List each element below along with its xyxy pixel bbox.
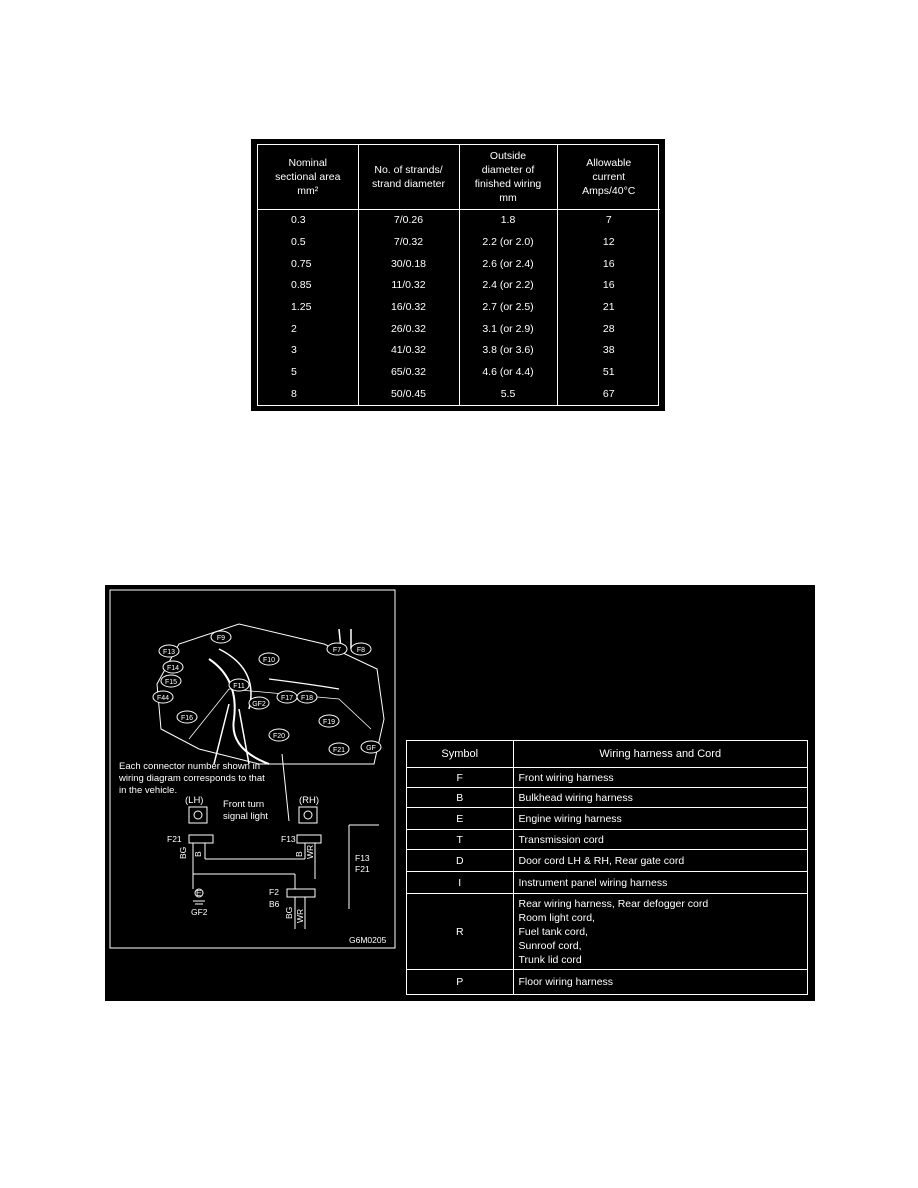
figure-code: G6M0205 [349,935,387,945]
rh-label: (RH) [299,795,320,806]
harness-row [407,872,807,894]
header-line: sectional area [275,171,341,183]
connector-label: F18 [300,695,314,702]
harness-description [513,970,807,994]
wire-spec-row [258,318,660,340]
wire-spec-cell: 28 [557,318,660,340]
wire-spec-cell: 26/0.32 [358,318,459,340]
connector-label: GF2 [252,701,266,708]
harness-symbol: R [407,894,513,970]
connector-label: F11 [233,683,245,690]
header-line: current [592,171,626,183]
wire-spec-row [258,384,660,406]
wire-spec-cell: 2 [291,322,297,335]
wire-spec-cell: 41/0.32 [358,340,459,362]
harness-row [407,768,807,788]
wire-spec-cell: 8 [291,387,297,400]
wire-color-b: B [193,851,203,857]
connector-label: F7 [332,647,342,654]
wire-spec-table [257,144,659,406]
wire-spec-cell: 11/0.32 [358,275,459,297]
harness-row [407,788,807,808]
wire-spec-cell: 0.85 [291,279,312,292]
connector-label: F44 [156,695,170,702]
harness-description [513,872,807,894]
connector-label: F19 [322,719,336,726]
right-connector-label: F13 [281,834,296,844]
wire-spec-cell: 2.7 (or 2.5) [459,297,557,319]
harness-symbol: F [407,768,513,788]
harness-symbol-table [406,740,808,995]
wire-spec-cell: 5.5 [459,384,557,406]
harness-symbol: P [456,975,464,988]
wire-spec-cell: 50/0.45 [358,384,459,406]
left-connector-label: F21 [167,834,182,844]
harness-description-line: Bulkhead wiring harness [518,791,633,804]
wire-spec-cell: 7/0.32 [358,232,459,254]
header-allowable-current [557,145,660,210]
wire-spec-cell: 5 [291,366,297,379]
header-line: Nominal [288,157,327,169]
header-line: Allowable [586,157,632,169]
harness-description [513,788,807,808]
wire-spec-row [258,275,660,297]
connector-location-diagram [109,589,396,949]
wire-spec-table-frame [251,139,665,411]
harness-description-line: Instrument panel wiring harness [518,876,668,889]
connector-label: F17 [280,695,294,702]
vehicle-wiring-diagram [109,589,396,949]
wire-spec-cell: 21 [557,297,660,319]
connector-label: F13 [162,649,176,656]
harness-row [407,970,807,994]
wire-color-bg: BG [178,846,188,859]
harness-figure-panel [105,585,815,1001]
harness-symbol: B [407,788,513,808]
wire-spec-cell: 2.6 (or 2.4) [459,253,557,275]
wire-spec-cell: 0.5 [291,236,306,249]
connector-label: F9 [216,635,226,642]
connector-label: F10 [262,657,276,664]
wire-spec-cell: 38 [557,340,660,362]
wire-spec-cell: 51 [557,362,660,384]
wire-spec-cell: 12 [557,232,660,254]
connector-label: F14 [166,665,180,672]
wire-spec-row [258,210,660,232]
connector-label: GF [366,745,376,752]
harness-row [407,894,807,970]
header-line: Outside [489,150,527,162]
header-symbol: Symbol [407,741,513,768]
wire-spec-row [258,232,660,254]
mid-connector-a: F2 [269,887,279,897]
harness-description-line: Room light cord, [518,911,595,924]
harness-symbol: T [407,830,513,850]
lh-label: (LH) [185,795,204,806]
wire-spec-cell: 67 [557,384,660,406]
harness-description-line: Rear wiring harness, Rear defogger cord [518,897,709,910]
harness-row [407,850,807,872]
wire-spec-cell: 3.8 (or 3.6) [459,340,557,362]
mid-connector-b: B6 [269,899,280,909]
harness-description-line: Trunk lid cord [518,953,582,966]
harness-description [513,768,807,788]
harness-description-line: Engine wiring harness [518,812,622,825]
harness-description-line: Door cord LH & RH, Rear gate cord [518,854,685,867]
connector-label: F15 [164,679,178,686]
wire-spec-cell: 0.3 [291,214,306,227]
connector-label: F8 [356,647,366,654]
ground-symbol: E [196,888,202,898]
wire-spec-cell: 0.75 [291,257,312,270]
header-sectional-area [258,145,358,210]
harness-description-line: Transmission cord [518,833,604,846]
header-harness-cord: Wiring harness and Cord [513,741,807,768]
wire-spec-row [258,340,660,362]
harness-description-line: Fuel tank cord, [518,925,588,938]
harness-symbol: E [407,808,513,830]
wire-spec-cell: 2.4 (or 2.2) [459,275,557,297]
right-side-connector: F13 [355,853,370,863]
header-line: mm [499,192,517,204]
wire-spec-cell: 16/0.32 [358,297,459,319]
wire-spec-row [258,297,660,319]
wire-spec-cell: 7/0.26 [358,210,459,232]
harness-row [407,808,807,830]
harness-description [513,808,807,830]
harness-description-line: Sunroof cord, [518,939,582,952]
diagram-note-line: in the vehicle. [119,785,178,796]
header-line: diameter of [481,164,535,176]
connector-label: F16 [180,715,194,722]
light-label-line: Front turn [223,799,265,810]
wire-spec-cell: 16 [557,253,660,275]
harness-description [513,850,807,872]
wire-spec-cell: 65/0.32 [358,362,459,384]
wire-spec-cell: 2.2 (or 2.0) [459,232,557,254]
wire-spec-cell: 4.6 (or 4.4) [459,362,557,384]
ground-label: GF2 [191,907,208,917]
header-line: mm² [297,185,319,197]
wire-spec-header-row [258,145,660,210]
header-line: strand diameter [372,178,445,190]
harness-header-row [407,741,807,768]
wire-color-wr-mid: WR [295,908,305,923]
right-side-connector: F21 [355,864,370,874]
wire-spec-row [258,253,660,275]
wire-color-b-right: B [294,851,304,857]
harness-description [513,894,807,970]
wire-spec-cell: 7 [557,210,660,232]
wire-spec-cell: 1.25 [291,301,312,314]
header-line: No. of strands/ [374,164,443,176]
wire-color-bg-mid: BG [284,906,294,919]
header-outside-diameter [459,145,557,210]
wire-spec-cell: 3 [291,344,297,357]
light-label-line: signal light [223,811,268,822]
wire-spec-cell: 16 [557,275,660,297]
harness-description [513,830,807,850]
connector-label: F21 [332,747,346,754]
diagram-note-line: wiring diagram corresponds to that [119,773,265,784]
wire-spec-cell: 1.8 [459,210,557,232]
harness-row [407,830,807,850]
wire-spec-cell: 30/0.18 [358,253,459,275]
wire-spec-row [258,362,660,384]
header-strands [358,145,459,210]
wire-color-wr: WR [305,844,315,859]
harness-description-line: Front wiring harness [518,771,614,784]
diagram-note-line: Each connector number shown in [119,761,260,772]
harness-description-line: Floor wiring harness [518,975,614,988]
header-line: Amps/40°C [582,185,636,197]
harness-symbol: D [407,850,513,872]
wire-spec-cell: 3.1 (or 2.9) [459,318,557,340]
header-line: finished wiring [474,178,542,190]
connector-label: F20 [272,733,286,740]
harness-symbol: I [407,872,513,894]
